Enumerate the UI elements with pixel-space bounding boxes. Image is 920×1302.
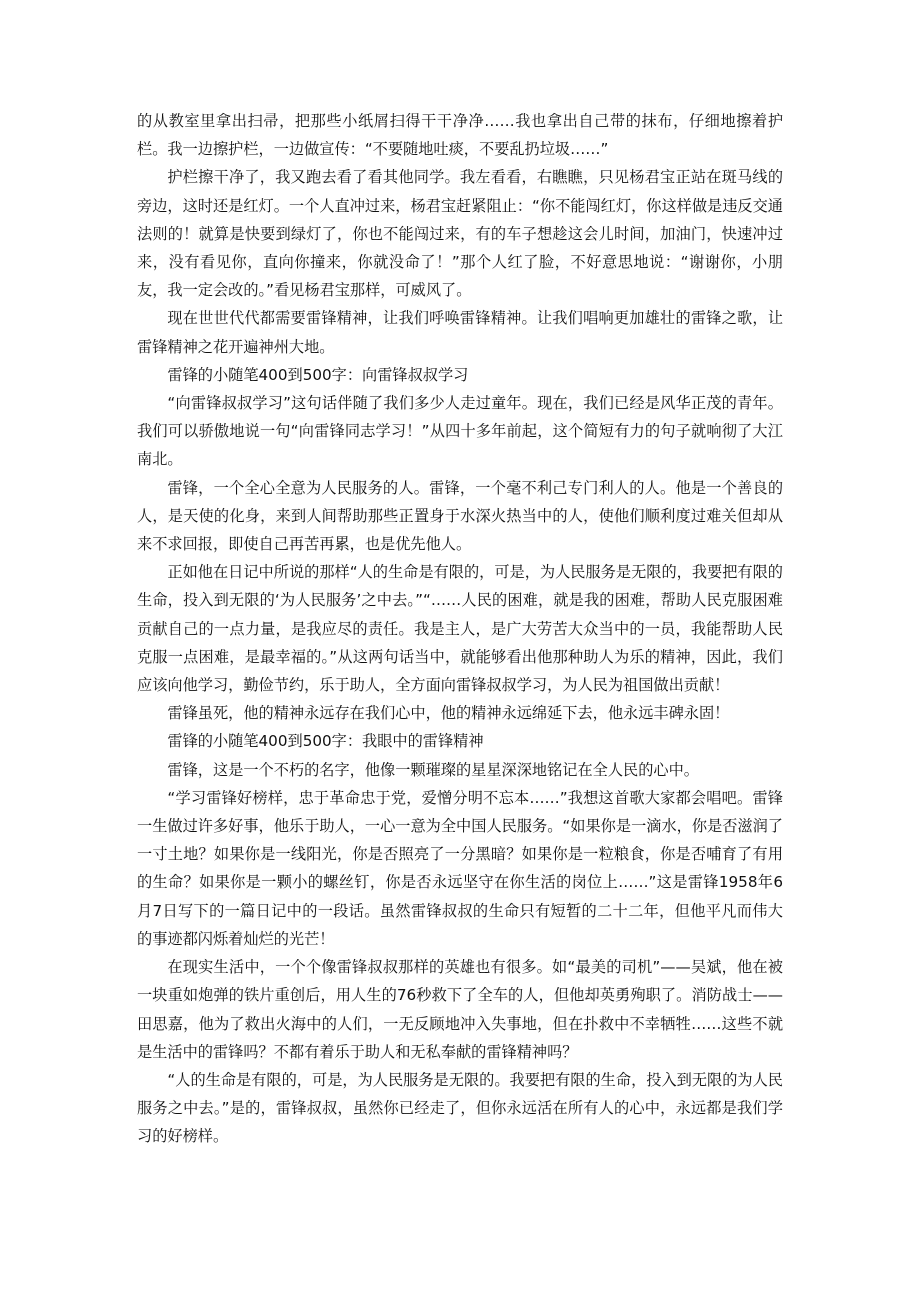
paragraph: “向雷锋叔叔学习”这句话伴随了我们多少人走过童年。现在，我们已经是风华正茂的青年。我们可以骄傲地说一句“向雷锋同志学习！”从四十多年前起，这个简短有力的句子就响彻了大江南北。 bbox=[137, 394, 783, 469]
paragraph: 雷锋，一个全心全意为人民服务的人。雷锋，一个毫不利己专门利人的人。他是一个善良的人，是天使的化身，来到人间帮助那些正置身于水深火热当中的人，使他们顺利度过难关但却从来不求回报，即使自己再苦再累，也是优先他人。 bbox=[137, 478, 783, 554]
paragraph: 正如他在日记中所说的那样“人的生命是有限的，可是，为人民服务是无限的，我要把有限的生命，投入到无限的‘为人民服务’之中去。”“……人民的困难，就是我的困难，帮助人民克服困难贡献自己的一点力量，是我应尽的责任。我是主人，是广大劳苦大众当中的一员，我能帮助人民克服一点困难，是最幸福的。”从这两句话当中，就能够看出他那种助人为乐的精神，因此，我们应该向他学习，勤俭节约，乐于助人，全方面向雷锋叔叔学习，为人民为祖国做出贡献！ bbox=[137, 563, 783, 695]
paragraph: “学习雷锋好榜样，忠于革命忠于党，爱憎分明不忘本……”我想这首歌大家都会唱吧。雷锋一生做过许多好事，他乐于助人，一心一意为全中国人民服务。“如果你是一滴水，你是否滋润了一寸土地？如果你是一线阳光，你是否照亮了一分黑暗？如果你是一粒粮食，你是否哺育了有用的生命？如果你是一颗小的螺丝钉，你是否永远坚守在你生活的岗位上……”这是雷锋1958年6月7日写下的一篇日记中的一段话。虽然雷锋叔叔的生命只有短暂的二十二年，但他平凡而伟大的事迹都闪烁着灿烂的光芒！ bbox=[137, 788, 783, 948]
paragraph: 护栏擦干净了，我又跑去看了看其他同学。我左看看，右瞧瞧，只见杨君宝正站在斑马线的旁边，这时还是红灯。一个人直冲过来，杨君宝赶紧阻止：“你不能闯红灯，你这样做是违反交通法则的！就算是快要到绿灯了，你也不能闯过来，有的车子想趁这会儿时间，加油门，快速冲过来，没有看见你，直向你撞来，你就没命了！”那个人红了脸，不好意思地说：“谢谢你，小朋友，我一定会改的。”看见杨君宝那样，可威风了。 bbox=[137, 168, 783, 300]
paragraph: “人的生命是有限的，可是，为人民服务是无限的。我要把有限的生命，投入到无限的为人民服务之中去。”是的，雷锋叔叔，虽然你已经走了，但你永远活在所有人的心中，永远都是我们学习的好榜样。 bbox=[137, 1070, 783, 1146]
paragraph: 在现实生活中，一个个像雷锋叔叔那样的英雄也有很多。如“最美的司机”——吴斌，他在被一块重如炮弹的铁片重创后，用人生的76秒救下了全车的人，但他却英勇殉职了。消防战士——田思嘉，他为了救出火海中的人们，一无反顾地冲入失事地，但在扑救中不幸牺牲……这些不就是生活中的雷锋吗？不都有着乐于助人和无私奉献的雷锋精神吗？ bbox=[137, 958, 783, 1061]
paragraph-continuation: 的从教室里拿出扫帚，把那些小纸屑扫得干干净净……我也拿出自己带的抹布，仔细地擦着护栏。我一边擦护栏，一边做宣传：“不要随地吐痰，不要乱扔垃圾……” bbox=[137, 112, 783, 159]
paragraph: 雷锋，这是一个不朽的名字，他像一颗璀璨的星星深深地铭记在全人民的心中。 bbox=[167, 760, 699, 779]
document-body bbox=[137, 107, 783, 1151]
section-heading: 雷锋的小随笔400到500字：向雷锋叔叔学习 bbox=[167, 365, 469, 384]
paragraph: 现在世世代代都需要雷锋精神，让我们呼唤雷锋精神。让我们唱响更加雄壮的雷锋之歌，让雷锋精神之花开遍神州大地。 bbox=[137, 309, 783, 356]
paragraph: 雷锋虽死，他的精神永远存在我们心中，他的精神永远绵延下去，他永远丰碑永固！ bbox=[167, 704, 730, 723]
section-heading: 雷锋的小随笔400到500字：我眼中的雷锋精神 bbox=[167, 732, 484, 751]
